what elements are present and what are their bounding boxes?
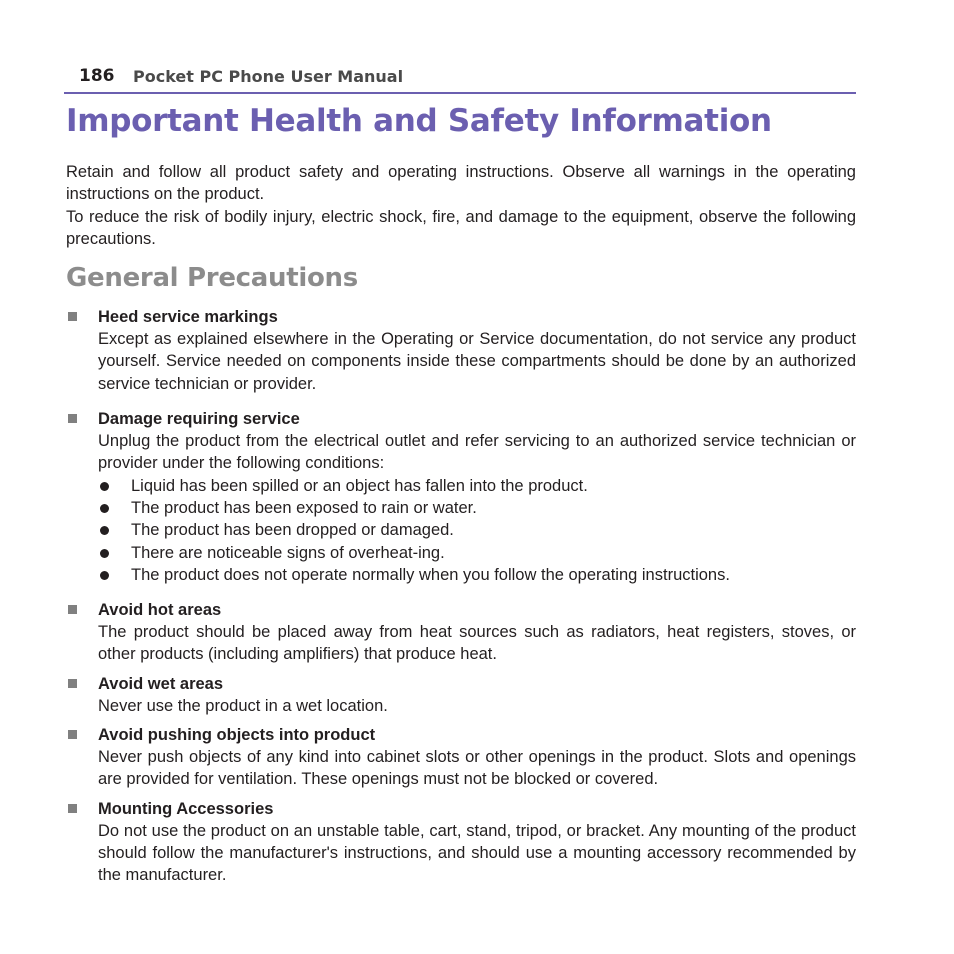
- section-heading: General Precautions: [66, 263, 358, 294]
- precaution-item: [66, 306, 856, 395]
- square-bullet-icon: [68, 312, 77, 321]
- running-header: [64, 60, 856, 94]
- list-item-text: The product does not operate normally when you follow the operating instructions.: [131, 565, 730, 584]
- list-item-text: There are noticeable signs of overheat-ing.: [131, 543, 445, 562]
- list-item-text: The product has been dropped or damaged.: [131, 521, 454, 540]
- list-item-text: The product has been exposed to rain or water.: [131, 498, 477, 517]
- dot-bullet-icon: [100, 482, 109, 491]
- list-item: [98, 497, 856, 519]
- list-item: [98, 564, 856, 586]
- precaution-item: [66, 673, 856, 717]
- list-item: [98, 475, 856, 497]
- dot-bullet-icon: [100, 549, 109, 558]
- precaution-item: [66, 798, 856, 887]
- conditions-list: [98, 475, 856, 586]
- intro-text: [66, 161, 856, 250]
- precaution-title: Damage requiring service: [98, 410, 300, 429]
- page-title: Important Health and Safety Information: [66, 103, 772, 139]
- document-title: Pocket PC Phone User Manual: [133, 67, 404, 86]
- precaution-item: [66, 724, 856, 791]
- dot-bullet-icon: [100, 504, 109, 513]
- precaution-title: Mounting Accessories: [98, 799, 274, 818]
- square-bullet-icon: [68, 605, 77, 614]
- precaution-title: Avoid wet areas: [98, 674, 224, 693]
- manual-page: [66, 60, 856, 887]
- precaution-text: Do not use the product on an unstable table, cart, stand, tripod, or bracket. Any mounting of the product should follow the manufacturer's instructions, and should use a mounting accessory recommended by the manufacturer.: [98, 821, 856, 885]
- list-item: [98, 542, 856, 564]
- precaution-text: Never push objects of any kind into cabinet slots or other openings in the product. Slots and openings are provided for ventilation. These openings must not be blocked or covered.: [98, 748, 856, 789]
- dot-bullet-icon: [100, 526, 109, 535]
- precaution-text: Never use the product in a wet location.: [98, 696, 388, 715]
- precaution-item: [66, 408, 856, 586]
- dot-bullet-icon: [100, 571, 109, 580]
- square-bullet-icon: [68, 414, 77, 423]
- precaution-text: The product should be placed away from heat sources such as radiators, heat registers, stoves, or other products (including amplifiers) that produce heat.: [98, 623, 856, 664]
- list-item: [98, 519, 856, 541]
- precaution-title: Avoid hot areas: [98, 601, 222, 620]
- page-number: 186: [79, 66, 115, 86]
- intro-paragraph: To reduce the risk of bodily injury, electric shock, fire, and damage to the equipment, observe the following precautions.: [66, 207, 856, 248]
- list-item-text: Liquid has been spilled or an object has fallen into the product.: [131, 476, 588, 495]
- square-bullet-icon: [68, 730, 77, 739]
- square-bullet-icon: [68, 804, 77, 813]
- precaution-title: Avoid pushing objects into product: [98, 726, 376, 745]
- precaution-item: [66, 599, 856, 666]
- square-bullet-icon: [68, 679, 77, 688]
- precaution-text: Unplug the product from the electrical outlet and refer servicing to an authorized service technician or provider under the following conditions:: [98, 432, 856, 473]
- intro-paragraph: Retain and follow all product safety and operating instructions. Observe all warnings in the operating instructions on the product.: [66, 163, 856, 204]
- precaution-title: Heed service markings: [98, 308, 278, 327]
- precaution-text: Except as explained elsewhere in the Operating or Service documentation, do not service any product yourself. Service needed on components inside these compartments should be done by an authorized service technician or provider.: [98, 330, 856, 393]
